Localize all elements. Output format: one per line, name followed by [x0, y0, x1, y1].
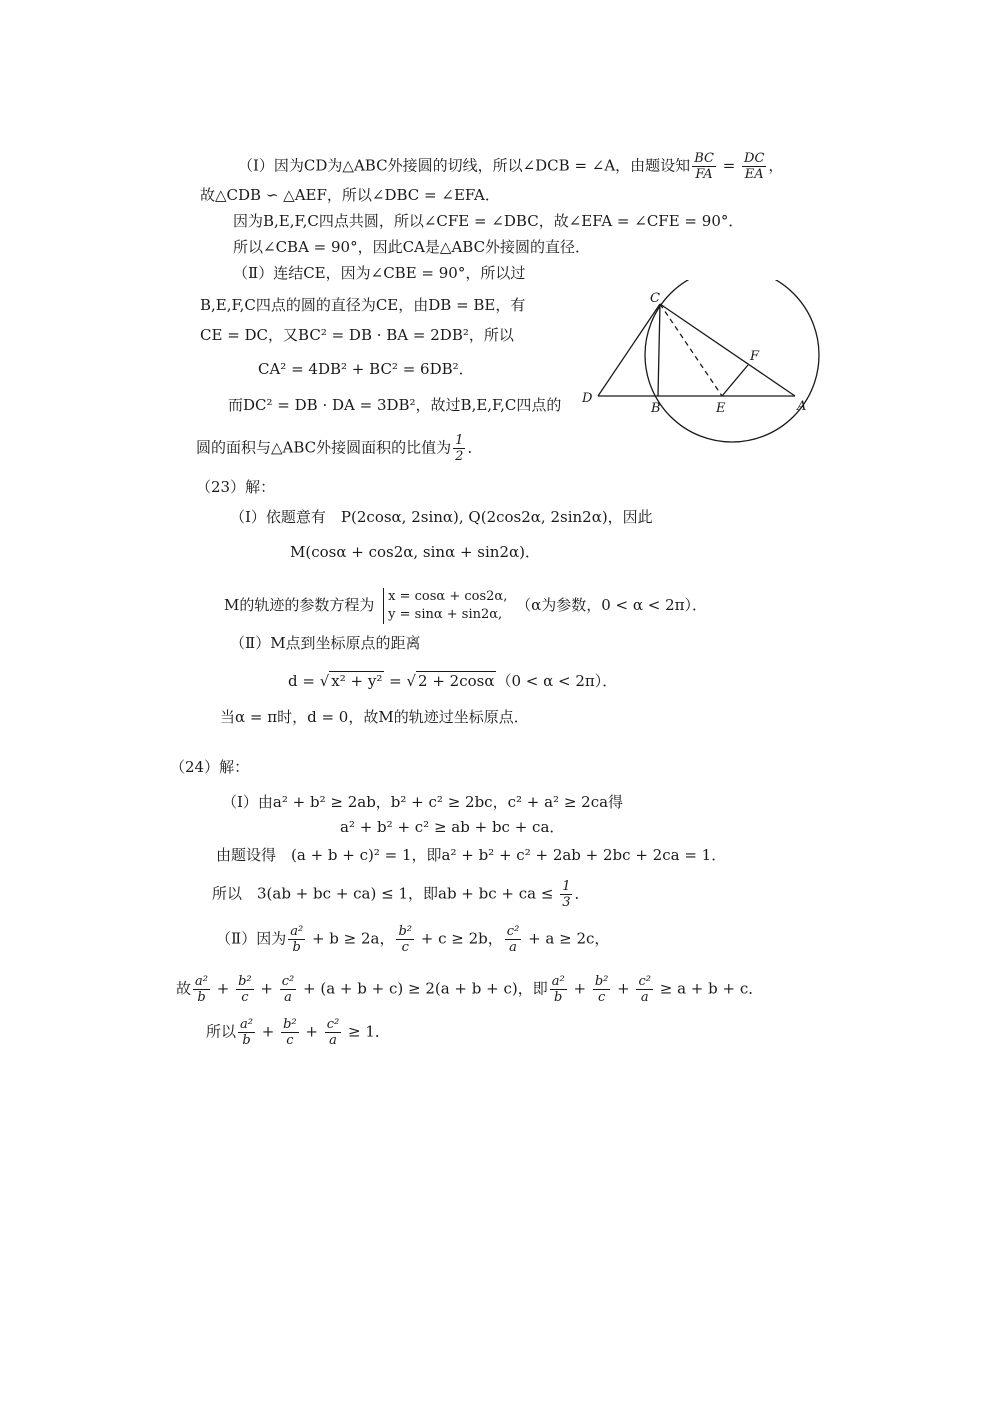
s23-heading: （23）解：: [196, 478, 276, 496]
s24-line-3: 由题设得 (a + b + c)² = 1，即a² + b² + c² + 2ab + 2bc + 2ca = 1．: [216, 846, 727, 864]
s24-line-5: （Ⅱ）因为 $\frac{\text{a²}}{b}$ + b ≥ 2a， $\frac{\text{b²}}{c}$ + c ≥ 2b， $\frac{\text{c²}}{a}$ + a ≥ 2c，: [216, 924, 610, 955]
s24-heading: （24）解：: [170, 758, 250, 776]
label-c: C: [650, 291, 660, 306]
s23-line-4: （Ⅱ）M点到坐标原点的距离: [230, 634, 421, 652]
s22-line-10: 圆的面积与△ABC外接圆面积的比值为 $\frac{1}{2}$ ．: [196, 433, 483, 464]
s23-line-2: M(cosα + cos2α, sinα + sin2α)．: [290, 543, 540, 561]
s22-line-8: CA² = 4DB² + BC² = 6DB²．: [258, 360, 474, 378]
s23-line-6: 当α = π时，d = 0，故M的轨迹过坐标原点．: [220, 708, 529, 726]
label-f: F: [750, 349, 760, 364]
s23-line-3: M的轨迹的参数方程为 x = cosα + cos2α, y = sinα + sin2α, （α为参数，0 < α < 2π）．: [224, 588, 707, 624]
s22-line-7: CE = DC，又BC² = DB · BA = 2DB²，所以: [200, 326, 514, 344]
s22-line-5: （Ⅱ）连结CE，因为∠CBE = 90°，所以过: [233, 264, 526, 282]
label-e: E: [716, 401, 726, 416]
label-a: A: [797, 399, 807, 414]
s24-line-1: （Ⅰ）由a² + b² ≥ 2ab，b² + c² ≥ 2bc，c² + a² ≥ 2ca得: [222, 793, 624, 811]
line-ef: [722, 365, 748, 396]
s22-line-9: 而DC² = DB · DA = 3DB²，故过B,E,F,C四点的: [228, 396, 562, 414]
fraction-one-half: $\frac{1}{2}$: [455, 433, 464, 464]
line-ca: [660, 304, 795, 396]
s24-line-7: 所以 $\frac{\text{a²}}{b}$ + $\frac{\text{b²}}{c}$ + $\frac{\text{c²}}{a}$ ≥ 1．: [206, 1017, 390, 1048]
line-cb: [658, 304, 660, 396]
s23-line-1: （Ⅰ）依题意有 P(2cosα, 2sinα), Q(2cos2α, 2sin2α)，因此: [230, 508, 653, 526]
fraction-one-third: $\frac{1}{3}$: [562, 879, 571, 910]
s24-line-6: 故 $\frac{\text{a²}}{b}$ + $\frac{\text{b²}}{c}$ + $\frac{\text{c²}}{a}$ + (a + b + c) ≥ 2(a + b + c)，即 $\frac{\text{a²}}{b}$ + $\frac{\text{b²}}{c}$ + $\frac{\text{c²}}{a}$ ≥ a + b + c．: [176, 974, 764, 1005]
s24-line-2: a² + b² + c² ≥ ab + bc + ca．: [340, 818, 565, 836]
s22-line-1: （Ⅰ）因为CD为△ABC外接圆的切线，所以∠DCB = ∠A，由题设知 $\frac{BC}{FA}$ = $\frac{DC}{EA}$ ，: [238, 151, 784, 182]
fraction-dc-ea: $\frac{DC}{EA}$: [744, 151, 765, 182]
fraction-bc-fa: $\frac{BC}{FA}$: [694, 151, 714, 182]
parametric-system: x = cosα + cos2α, y = sinα + sin2α,: [383, 588, 507, 624]
s22-line-4: 所以∠CBA = 90°，因此CA是△ABC外接圆的直径．: [233, 238, 591, 256]
line-dc: [598, 304, 660, 396]
label-d: D: [582, 391, 593, 406]
line-ce-dashed: [660, 304, 722, 396]
s22-line-6: B,E,F,C四点的圆的直径为CE，由DB = BE，有: [200, 296, 526, 314]
circle: [645, 280, 819, 442]
s22-line-3: 因为B,E,F,C四点共圆，所以∠CFE = ∠DBC，故∠EFA = ∠CFE = 90°．: [233, 212, 744, 230]
s23-line-5: d = √ x² + y² = √ 2 + 2cosα （0 < α < 2π）．: [288, 672, 618, 690]
s22-line-2: 故△CDB ∽ △AEF，所以∠DBC = ∠EFA．: [200, 186, 500, 204]
geometry-figure: [575, 280, 835, 460]
s24-line-4: 所以 3(ab + bc + ca) ≤ 1，即ab + bc + ca ≤ $\frac{1}{3}$ ．: [212, 879, 590, 910]
label-b: B: [651, 401, 661, 416]
